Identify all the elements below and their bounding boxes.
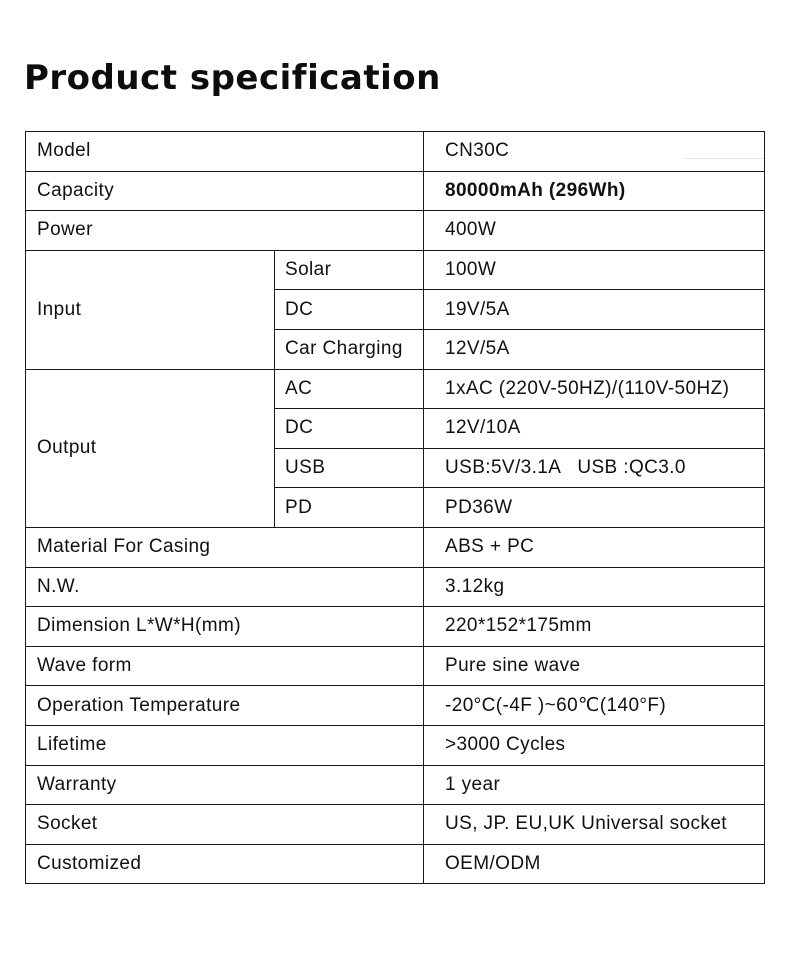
table-row-model [26,132,765,172]
sub-label: AC [275,369,424,409]
row-value: CN30C [424,132,765,172]
table-row-waveform [26,646,765,686]
row-label: Dimension L*W*H(mm) [26,607,424,647]
row-value: USB:5V/3.1A USB :QC3.0 [424,448,765,488]
row-value: 1 year [424,765,765,805]
row-value: 400W [424,211,765,251]
table-row-customized [26,844,765,884]
sub-label: DC [275,290,424,330]
table-row-output-ac [26,369,765,409]
row-value: 12V/5A [424,329,765,369]
sub-label: Car Charging [275,329,424,369]
row-value: 80000mAh (296Wh) [424,171,765,211]
table-row-power [26,211,765,251]
group-label-output: Output [26,369,275,527]
table-row-material [26,527,765,567]
sub-label: USB [275,448,424,488]
row-value: -20°C(-4F )~60℃(140°F) [424,686,765,726]
row-value: 3.12kg [424,567,765,607]
row-value: 1xAC (220V-50HZ)/(110V-50HZ) [424,369,765,409]
table-row-temperature [26,686,765,726]
sub-label: DC [275,409,424,449]
table-row-nw [26,567,765,607]
row-label: N.W. [26,567,424,607]
row-label: Model [26,132,424,172]
row-label: Operation Temperature [26,686,424,726]
row-value: 19V/5A [424,290,765,330]
sub-label: PD [275,488,424,528]
group-label-input: Input [26,250,275,369]
row-value: US, JP. EU,UK Universal socket [424,805,765,845]
row-value: PD36W [424,488,765,528]
row-value: ABS + PC [424,527,765,567]
row-label: Customized [26,844,424,884]
row-value: 100W [424,250,765,290]
row-value: 12V/10A [424,409,765,449]
table-row-lifetime [26,725,765,765]
sub-label: Solar [275,250,424,290]
page-title: Product specification [24,58,441,98]
row-label: Lifetime [26,725,424,765]
row-value: Pure sine wave [424,646,765,686]
row-label: Wave form [26,646,424,686]
row-label: Capacity [26,171,424,211]
row-label: Material For Casing [26,527,424,567]
row-value: OEM/ODM [424,844,765,884]
row-label: Power [26,211,424,251]
row-label: Warranty [26,765,424,805]
row-value: 220*152*175mm [424,607,765,647]
row-value: >3000 Cycles [424,725,765,765]
spec-table [25,131,765,884]
table-row-capacity [26,171,765,211]
table-row-socket [26,805,765,845]
table-row-input-solar [26,250,765,290]
row-label: Socket [26,805,424,845]
table-row-warranty [26,765,765,805]
table-row-dimension [26,607,765,647]
